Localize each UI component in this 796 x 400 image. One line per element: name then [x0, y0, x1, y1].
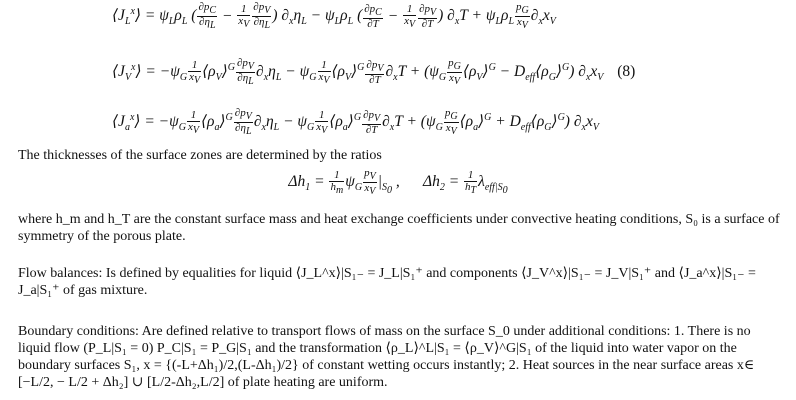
equation-liquid-flux: $⟨J_L^x⟩ = \psi_L\rho_L$ ( $\frac{\partial p_C}{\partial\eta_L}$ − $\frac{1}{x_V}$ $\frac{\partial p_V}{\partial\eta_L}$ ) $\partial_x\eta_L - \psi_L\rho_L$ ( $\frac{\partial p_C}{\partial T}$ − $\frac{1}{x_V}$ $\frac{\partial p_V}{\partial T}$ ) $\partial_xT + \psi_L\rho_L$ $\frac{p_G}{x_V}$ $\partial_xx_V$ [112, 1, 556, 32]
equation-air-flux: $⟨J_a^x⟩ = -\psi_G$ $\frac{1}{x_V}$ $⟨\rho_a⟩^G$ $\frac{\partial p_V}{\partial\eta_L}$ $\partial_x\eta_L - \psi_G$ $\frac{1}{x_V}$ $⟨\rho_a⟩^G$ $\frac{\partial p_V}{\partial T}$ $\partial_xT + (\psi_G$ $\frac{p_G}{x_V}$ $⟨\rho_a⟩^G$ + $D_{eff}⟨\rho_G⟩^G$) $\partial_xx_V$ [112, 107, 599, 138]
equation-number: (8) [617, 63, 636, 81]
thickness-intro: The thicknesses of the surface zones are determined by the ratios [18, 148, 382, 163]
equation-vapor-flux: $⟨J_V^x⟩ = -\psi_G$ $\frac{1}{x_V}$ $⟨\rho_V⟩^G$ $\frac{\partial p_V}{\partial\eta_L}$ $\partial_x\eta_L - \psi_G$ $\frac{1}{x_V}$ $⟨\rho_V⟩^G$ $\frac{\partial p_V}{\partial T}$ $\partial_xT + (\psi_G$ $\frac{p_G}{x_V}$ $⟨\rho_V⟩^G$ − $D_{eff}⟨\rho_G⟩^G$) $\partial_xx_V$ (8) [112, 57, 636, 88]
where-definition: where h_m and h_T are the constant surface mass and heat exchange coefficients under convective heating conditions, S₀ is a surface of symmetry of the porous plate. [18, 212, 780, 244]
boundary-conditions: Boundary conditions: Are defined relative to transport flows of mass on the surface S_0 under additional conditions: 1. There is no liquid flow (P_L|S₁ = 0) P_C|S₁ = P_G|S₁ and the transformation ⟨ρ_L⟩^L|S₁ = ⟨ρ_V⟩^G|S₁ of the liquid into water vapor on the boundary surfaces S₁, x = {(-L+Δh₁)/2,(L-Δh₁)/2} of constant wetting occurs instantly; 2. Heat sources in the near surface areas x∈ [−L/2, − L/2 + Δh₂] ∪ [L/2-Δh₂,L/2] of plate heating are uniform. [18, 324, 755, 390]
flow-balances: Flow balances: Is defined by equalities for liquid ⟨J_L^x⟩|S₁₋ = J_L|S₁⁺ and components ⟨J_V^x⟩|S₁₋ = J_V|S₁⁺ and ⟨J_a^x⟩|S₁₋ = J_a|S₁⁺ of gas mixture. [18, 266, 756, 298]
thickness-formula: $\Delta h_1$ = $\frac{1}{h_m}$ $\psi_G$ $\frac{p_V}{x_V}$ $|_{S_0}$ , $\Delta h_2$ = $\frac{1}{h_T}$ $\lambda_{eff|S_0}$ [288, 167, 508, 198]
